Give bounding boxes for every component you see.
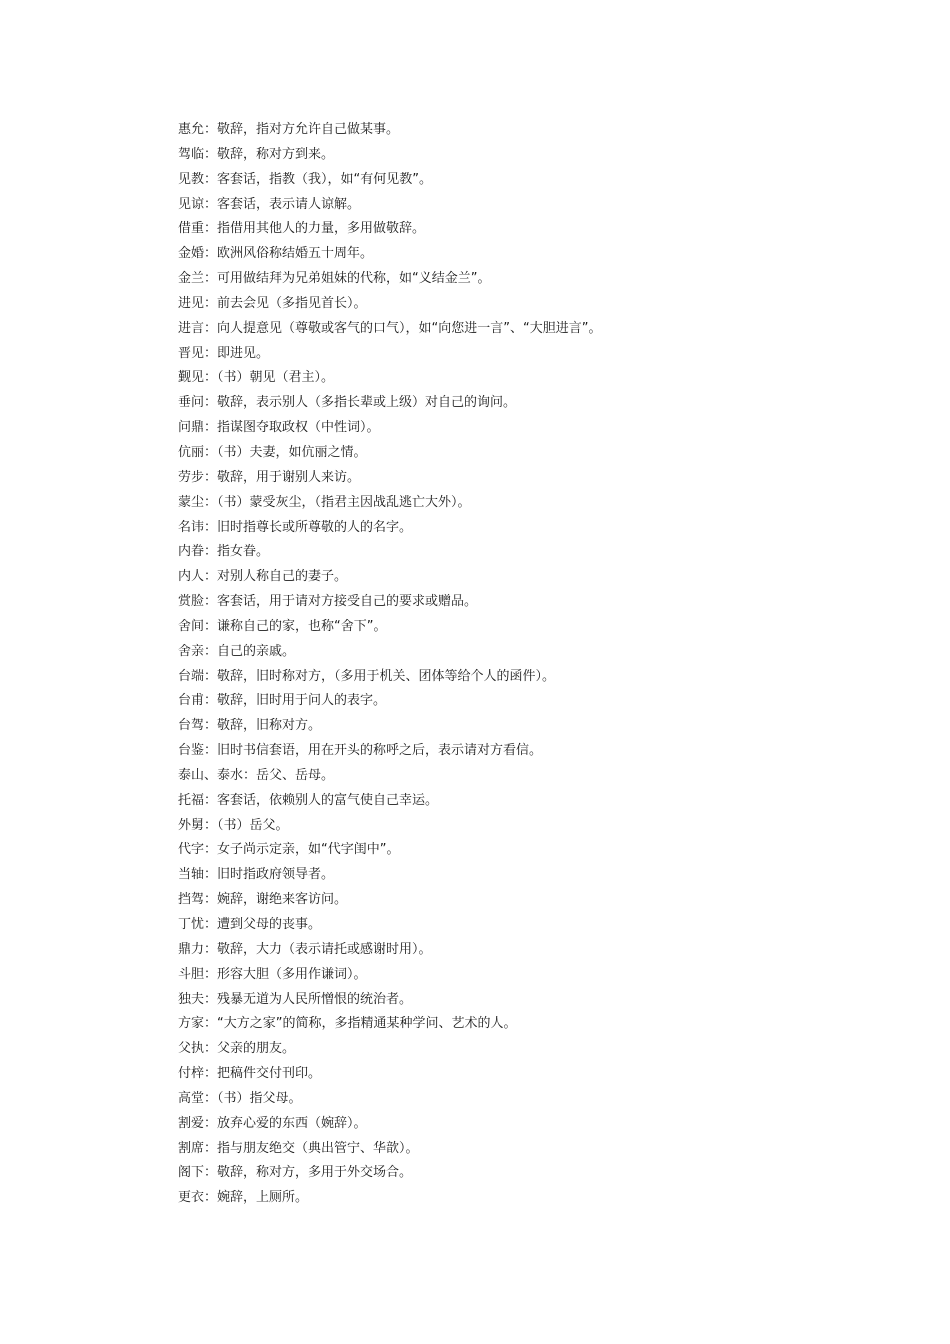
term-entry: 进见：前去会见（多指见首长）。 — [178, 295, 367, 311]
term-entry: 金兰：可用做结拜为兄弟姐妹的代称，如“义结金兰”。 — [178, 271, 491, 287]
term-entry: 割席：指与朋友绝交（典出管宁、华歆）。 — [178, 1140, 419, 1156]
term-entry: 独夫：残暴无道为人民所憎恨的统治者。 — [178, 991, 413, 1007]
term-entry: 斗胆：形容大胆（多用作谦词）。 — [178, 966, 367, 982]
term-entry: 挡驾：婉辞，谢绝来客访问。 — [178, 892, 348, 908]
term-entry: 晋见：即进见。 — [178, 345, 270, 361]
term-entry: 父执：父亲的朋友。 — [178, 1041, 296, 1057]
term-entry: 更衣：婉辞，上厕所。 — [178, 1190, 309, 1206]
term-entry: 问鼎：指谋图夺取政权（中性词）。 — [178, 420, 380, 436]
term-entry: 台端：敬辞，旧时称对方，（多用于机关、团体等给个人的函件）。 — [178, 668, 556, 684]
term-entry: 伉丽：（书）夫妻，如伉丽之情。 — [178, 444, 367, 460]
term-entry: 金婚：欧洲风俗称结婚五十周年。 — [178, 246, 374, 262]
term-entry: 内人：对别人称自己的妻子。 — [178, 569, 348, 585]
term-list — [178, 118, 898, 1211]
term-entry: 外舅：（书）岳父。 — [178, 817, 289, 833]
term-entry: 当轴：旧时指政府领导者。 — [178, 867, 335, 883]
term-entry: 见教：客套话，指教（我），如“有何见教”。 — [178, 171, 432, 187]
term-entry: 丁忧：遭到父母的丧事。 — [178, 917, 322, 932]
term-entry: 觐见：（书）朝见（君主）。 — [178, 370, 335, 386]
term-entry: 高堂：（书）指父母。 — [178, 1090, 302, 1106]
term-entry: 代字：女子尚示定亲，如“代字闺中”。 — [178, 842, 400, 858]
term-entry: 割爱：放弃心爱的东西（婉辞）。 — [178, 1115, 367, 1131]
term-entry: 垂问：敬辞，表示别人（多指长辈或上级）对自己的询问。 — [178, 395, 517, 411]
term-entry: 借重：指借用其他人的力量，多用做敬辞。 — [178, 221, 426, 237]
term-entry: 赏脸：客套话，用于请对方接受自己的要求或赠品。 — [178, 594, 478, 610]
term-entry: 托福：客套话，依赖别人的富气使自己幸运。 — [178, 792, 439, 808]
term-entry: 阁下：敬辞，称对方，多用于外交场合。 — [178, 1165, 413, 1181]
term-entry: 劳步：敬辞，用于谢别人来访。 — [178, 469, 361, 485]
term-entry: 舍间：谦称自己的家，也称“舍下”。 — [178, 618, 387, 634]
term-entry: 舍亲：自己的亲戚。 — [178, 643, 296, 659]
term-entry: 台甫：敬辞，旧时用于问人的表字。 — [178, 693, 387, 709]
term-entry: 付梓：把稿件交付刊印。 — [178, 1066, 322, 1082]
term-entry: 方家：“大方之家”的简称，多指精通某种学问、艺术的人。 — [178, 1016, 517, 1032]
term-entry: 台鉴：旧时书信套语，用在开头的称呼之后，表示请对方看信。 — [178, 743, 543, 759]
term-entry: 泰山、泰水：岳父、岳母。 — [178, 767, 335, 783]
term-entry: 内眷：指女眷。 — [178, 544, 270, 560]
term-entry: 台驾：敬辞，旧称对方。 — [178, 718, 322, 734]
term-entry: 驾临：敬辞，称对方到来。 — [178, 146, 335, 162]
term-entry: 鼎力：敬辞，大力（表示请托或感谢时用）。 — [178, 941, 432, 957]
term-entry: 进言：向人提意见（尊敬或客气的口气），如“向您进一言”、“大胆进言”。 — [178, 320, 602, 336]
term-entry: 见谅：客套话，表示请人谅解。 — [178, 196, 361, 212]
term-entry: 蒙尘：（书）蒙受灰尘，（指君主因战乱逃亡大外）。 — [178, 494, 471, 510]
term-entry: 惠允：敬辞，指对方允许自己做某事。 — [178, 122, 400, 137]
term-entry: 名讳：旧时指尊长或所尊敬的人的名字。 — [178, 519, 413, 535]
